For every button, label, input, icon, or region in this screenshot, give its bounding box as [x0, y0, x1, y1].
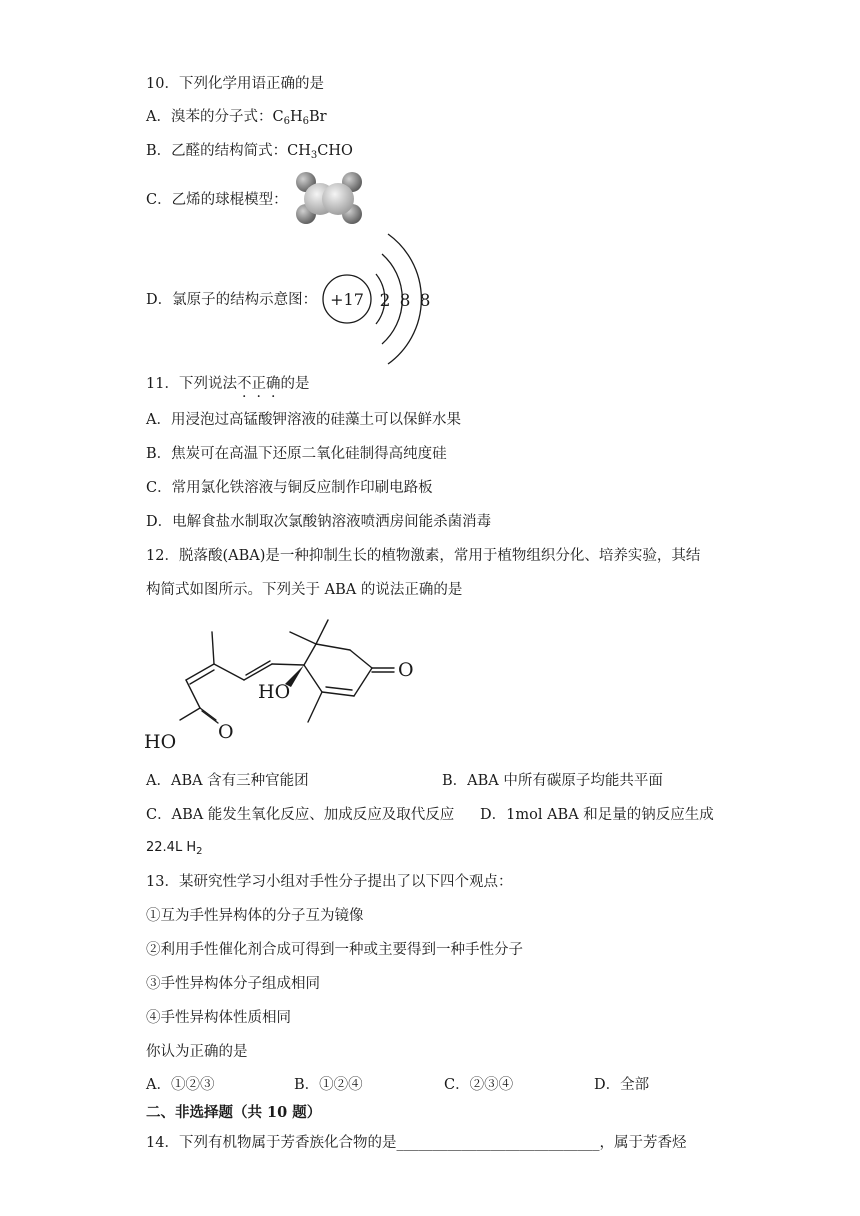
q14-stem: 14．下列有机物属于芳香族化合物的是____________________________，属于芳香烃	[146, 1135, 687, 1151]
acid-oxygen-label: O	[218, 721, 234, 743]
q13-point-1: ①互为手性异构体的分子互为镜像	[146, 908, 364, 924]
emphasis-char: 确	[265, 376, 281, 392]
aba-structure-figure	[140, 618, 430, 758]
q13-ask: 你认为正确的是	[146, 1044, 248, 1060]
q11-stem: 11．下列说法不正确的是	[146, 376, 310, 392]
formula-element: CHO	[317, 143, 353, 159]
q12-option-d: D．1mol ABA 和足量的钠反应生成	[480, 807, 714, 823]
q13-point-3: ③手性异构体分子组成相同	[146, 976, 320, 992]
nucleus-charge: +17	[330, 290, 364, 309]
ketone-oxygen-label: O	[398, 659, 414, 681]
q10-option-d: D．氯原子的结构示意图：	[146, 292, 318, 308]
shell-electron-count: 8	[419, 291, 431, 311]
q12-option-c: C．ABA 能发生氧化反应、加成反应及取代反应	[146, 807, 455, 823]
q10-option-a: A．溴苯的分子式：$C_6H_6Br$	[146, 109, 327, 127]
formula-a	[272, 109, 326, 125]
chlorine-atom-diagram	[318, 230, 438, 370]
q13-point-2: ②利用手性催化剂合成可得到一种或主要得到一种手性分子	[146, 942, 523, 958]
q12-option-a: A．ABA 含有三种官能团	[146, 773, 309, 789]
q10-option-c: C．乙烯的球棍模型：	[146, 192, 288, 208]
acid-hydroxyl-label: HO	[144, 731, 177, 753]
emphasis-char: 不	[236, 376, 252, 392]
shell-electron-count: 2	[379, 291, 391, 311]
q13-option-a: A．①②③	[146, 1077, 215, 1093]
formula-subscript: 6	[302, 116, 309, 127]
hydroxyl-label: HO	[258, 681, 291, 703]
ethylene-model-figure	[290, 170, 370, 230]
emphasis-char: 正	[251, 376, 266, 392]
q11-option-d: D．电解食盐水制取次氯酸钠溶液喷洒房间能杀菌消毒	[146, 514, 492, 530]
q13-stem: 13．某研究性学习小组对手性分子提出了以下四个观点：	[146, 874, 513, 890]
q10-stem: 10．下列化学用语正确的是	[146, 76, 324, 92]
formula-element: C	[272, 109, 284, 125]
formula-subscript: 3	[310, 150, 318, 161]
q12-stem-line2: 构简式如图所示。下列关于 ABA 的说法正确的是	[146, 582, 463, 598]
q13-option-b: B．①②④	[294, 1077, 363, 1093]
answer-blank[interactable]: ____________________________	[396, 1135, 600, 1151]
q11-option-a: A．用浸泡过高锰酸钾溶液的硅藻土可以保鲜水果	[146, 412, 461, 428]
q13-option-d: D．全部	[594, 1077, 650, 1093]
q12-stem-line1: 12．脱落酸(ABA)是一种抑制生长的植物激素，常用于植物组织分化、培养实验，其结	[146, 548, 701, 564]
q13-point-4: ④手性异构体性质相同	[146, 1010, 291, 1026]
formula-element: H	[289, 109, 303, 125]
q11-option-b: B．焦炭可在高温下还原二氧化硅制得高纯度硅	[146, 446, 447, 462]
section-heading: 二、非选择题（共 10 题）	[146, 1104, 322, 1121]
q13-option-c: C．②③④	[444, 1077, 514, 1093]
q10-option-b: B．乙醛的结构简式：$CH_3CHO$	[146, 143, 353, 161]
formula-b	[287, 143, 353, 159]
q11-option-c: C．常用氯化铁溶液与铜反应制作印刷电路板	[146, 480, 433, 496]
shell-electron-count: 8	[399, 291, 411, 311]
formula-element: CH	[287, 143, 311, 159]
formula-subscript: 6	[283, 116, 290, 127]
q12-option-b: B．ABA 中所有碳原子均能共平面	[442, 773, 663, 789]
formula-element: Br	[309, 109, 327, 125]
q12-option-d-cont: 22.4L $H_2$	[146, 840, 203, 857]
carbon-atom	[322, 183, 354, 215]
